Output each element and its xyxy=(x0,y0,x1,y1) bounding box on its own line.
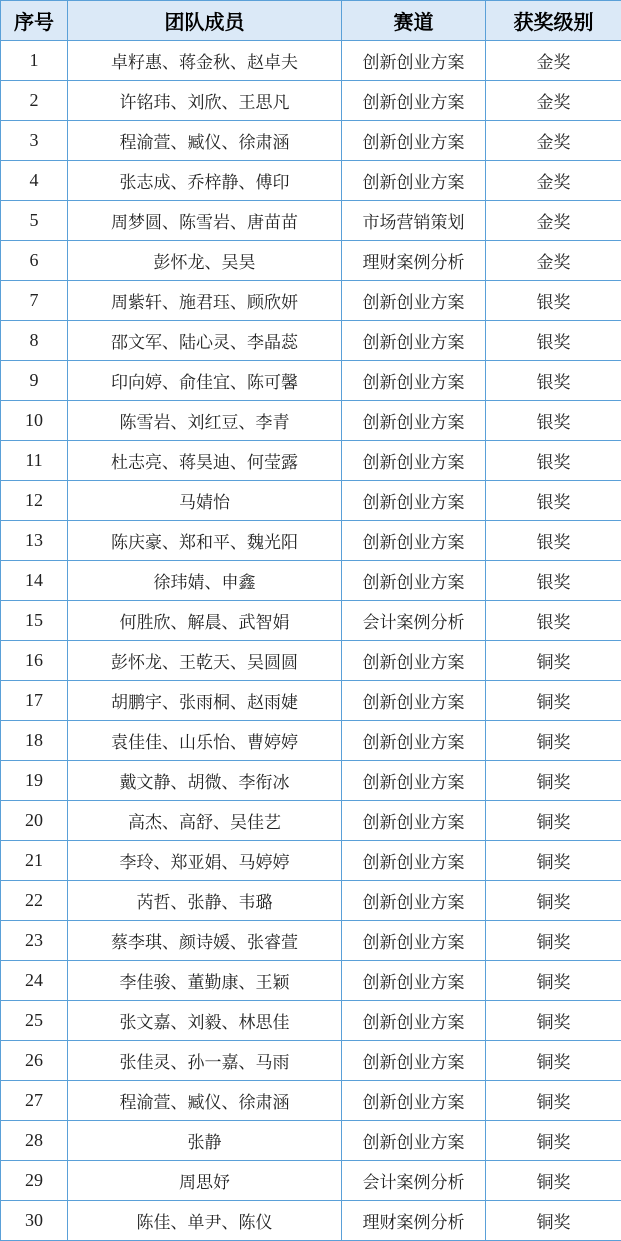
cell-team-members: 程渝萱、臧仪、徐肃涵 xyxy=(68,1081,342,1121)
cell-serial-number: 27 xyxy=(1,1081,68,1121)
table-row xyxy=(1,81,621,121)
cell-team-members: 张文嘉、刘毅、林思佳 xyxy=(68,1001,342,1041)
cell-track: 创新创业方案 xyxy=(342,961,486,1001)
cell-award-level: 金奖 xyxy=(486,41,621,81)
table-row xyxy=(1,121,621,161)
cell-serial-number: 29 xyxy=(1,1161,68,1201)
table-row xyxy=(1,361,621,401)
table-row xyxy=(1,281,621,321)
cell-award-level: 铜奖 xyxy=(486,1121,621,1161)
cell-track: 创新创业方案 xyxy=(342,321,486,361)
cell-award-level: 金奖 xyxy=(486,121,621,161)
cell-award-level: 金奖 xyxy=(486,81,621,121)
cell-track: 创新创业方案 xyxy=(342,561,486,601)
table-row xyxy=(1,321,621,361)
table-row xyxy=(1,1001,621,1041)
cell-award-level: 铜奖 xyxy=(486,921,621,961)
cell-track: 创新创业方案 xyxy=(342,521,486,561)
cell-track: 理财案例分析 xyxy=(342,241,486,281)
cell-award-level: 金奖 xyxy=(486,241,621,281)
cell-award-level: 银奖 xyxy=(486,481,621,521)
cell-track: 会计案例分析 xyxy=(342,601,486,641)
cell-serial-number: 25 xyxy=(1,1001,68,1041)
cell-team-members: 芮哲、张静、韦璐 xyxy=(68,881,342,921)
cell-serial-number: 14 xyxy=(1,561,68,601)
cell-serial-number: 13 xyxy=(1,521,68,561)
cell-team-members: 蔡李琪、颜诗媛、张睿萱 xyxy=(68,921,342,961)
cell-track: 创新创业方案 xyxy=(342,921,486,961)
cell-track: 创新创业方案 xyxy=(342,41,486,81)
cell-serial-number: 24 xyxy=(1,961,68,1001)
cell-award-level: 铜奖 xyxy=(486,841,621,881)
cell-team-members: 周紫轩、施君珏、顾欣妍 xyxy=(68,281,342,321)
table-row xyxy=(1,1041,621,1081)
table-row xyxy=(1,841,621,881)
cell-serial-number: 5 xyxy=(1,201,68,241)
cell-track: 创新创业方案 xyxy=(342,801,486,841)
cell-award-level: 银奖 xyxy=(486,441,621,481)
table-row xyxy=(1,1081,621,1121)
table-row xyxy=(1,641,621,681)
header-award-level: 获奖级别 xyxy=(486,1,621,41)
cell-team-members: 陈庆豪、郑和平、魏光阳 xyxy=(68,521,342,561)
table-row xyxy=(1,1201,621,1241)
header-row xyxy=(1,1,621,41)
cell-award-level: 铜奖 xyxy=(486,1001,621,1041)
cell-award-level: 银奖 xyxy=(486,401,621,441)
cell-team-members: 高杰、高舒、吴佳艺 xyxy=(68,801,342,841)
cell-serial-number: 2 xyxy=(1,81,68,121)
cell-track: 创新创业方案 xyxy=(342,881,486,921)
table-row xyxy=(1,761,621,801)
table-row xyxy=(1,441,621,481)
cell-serial-number: 18 xyxy=(1,721,68,761)
cell-award-level: 银奖 xyxy=(486,361,621,401)
cell-team-members: 彭怀龙、吴昊 xyxy=(68,241,342,281)
table-row xyxy=(1,201,621,241)
cell-award-level: 铜奖 xyxy=(486,1081,621,1121)
cell-team-members: 袁佳佳、山乐怡、曹婷婷 xyxy=(68,721,342,761)
cell-track: 创新创业方案 xyxy=(342,1041,486,1081)
cell-track: 市场营销策划 xyxy=(342,201,486,241)
cell-award-level: 银奖 xyxy=(486,521,621,561)
cell-award-level: 银奖 xyxy=(486,281,621,321)
cell-award-level: 铜奖 xyxy=(486,1161,621,1201)
cell-team-members: 张佳灵、孙一嘉、马雨 xyxy=(68,1041,342,1081)
table-row xyxy=(1,41,621,81)
cell-track: 创新创业方案 xyxy=(342,161,486,201)
cell-serial-number: 10 xyxy=(1,401,68,441)
cell-team-members: 周思妤 xyxy=(68,1161,342,1201)
cell-team-members: 陈佳、单尹、陈仪 xyxy=(68,1201,342,1241)
cell-track: 创新创业方案 xyxy=(342,81,486,121)
cell-serial-number: 7 xyxy=(1,281,68,321)
cell-team-members: 卓籽惠、蒋金秋、赵卓夫 xyxy=(68,41,342,81)
cell-team-members: 邵文军、陆心灵、李晶蕊 xyxy=(68,321,342,361)
cell-track: 创新创业方案 xyxy=(342,361,486,401)
cell-serial-number: 12 xyxy=(1,481,68,521)
cell-serial-number: 28 xyxy=(1,1121,68,1161)
cell-serial-number: 3 xyxy=(1,121,68,161)
cell-serial-number: 6 xyxy=(1,241,68,281)
cell-serial-number: 11 xyxy=(1,441,68,481)
cell-team-members: 李玲、郑亚娟、马婷婷 xyxy=(68,841,342,881)
table-row xyxy=(1,881,621,921)
cell-team-members: 周梦圆、陈雪岩、唐苗苗 xyxy=(68,201,342,241)
cell-track: 创新创业方案 xyxy=(342,841,486,881)
cell-team-members: 印向婷、俞佳宜、陈可馨 xyxy=(68,361,342,401)
cell-serial-number: 16 xyxy=(1,641,68,681)
cell-serial-number: 1 xyxy=(1,41,68,81)
cell-serial-number: 20 xyxy=(1,801,68,841)
cell-track: 创新创业方案 xyxy=(342,121,486,161)
cell-track: 创新创业方案 xyxy=(342,1081,486,1121)
table-row xyxy=(1,921,621,961)
cell-serial-number: 4 xyxy=(1,161,68,201)
cell-award-level: 金奖 xyxy=(486,201,621,241)
table-header xyxy=(1,1,621,41)
cell-award-level: 银奖 xyxy=(486,561,621,601)
cell-track: 创新创业方案 xyxy=(342,641,486,681)
cell-team-members: 程渝萱、臧仪、徐肃涵 xyxy=(68,121,342,161)
table-row xyxy=(1,1161,621,1201)
cell-team-members: 许铭玮、刘欣、王思凡 xyxy=(68,81,342,121)
cell-serial-number: 26 xyxy=(1,1041,68,1081)
cell-award-level: 铜奖 xyxy=(486,801,621,841)
cell-team-members: 马婧怡 xyxy=(68,481,342,521)
cell-track: 创新创业方案 xyxy=(342,281,486,321)
cell-award-level: 金奖 xyxy=(486,161,621,201)
cell-team-members: 张静 xyxy=(68,1121,342,1161)
header-track: 赛道 xyxy=(342,1,486,41)
cell-team-members: 彭怀龙、王乾天、吴圆圆 xyxy=(68,641,342,681)
cell-serial-number: 17 xyxy=(1,681,68,721)
cell-serial-number: 22 xyxy=(1,881,68,921)
table-row xyxy=(1,161,621,201)
cell-track: 创新创业方案 xyxy=(342,1001,486,1041)
cell-track: 创新创业方案 xyxy=(342,441,486,481)
header-team-members: 团队成员 xyxy=(68,1,342,41)
table-row xyxy=(1,561,621,601)
cell-track: 创新创业方案 xyxy=(342,681,486,721)
cell-award-level: 铜奖 xyxy=(486,1041,621,1081)
cell-serial-number: 30 xyxy=(1,1201,68,1241)
cell-team-members: 何胜欣、解晨、武智娟 xyxy=(68,601,342,641)
cell-serial-number: 21 xyxy=(1,841,68,881)
cell-award-level: 铜奖 xyxy=(486,681,621,721)
cell-team-members: 李佳骏、董勤康、王颖 xyxy=(68,961,342,1001)
cell-track: 创新创业方案 xyxy=(342,721,486,761)
table-body xyxy=(1,41,621,1241)
table-row xyxy=(1,961,621,1001)
cell-serial-number: 23 xyxy=(1,921,68,961)
cell-award-level: 银奖 xyxy=(486,321,621,361)
cell-award-level: 铜奖 xyxy=(486,881,621,921)
table-row xyxy=(1,721,621,761)
header-serial-number: 序号 xyxy=(1,1,68,41)
table-row xyxy=(1,241,621,281)
cell-award-level: 铜奖 xyxy=(486,641,621,681)
cell-track: 创新创业方案 xyxy=(342,401,486,441)
cell-team-members: 陈雪岩、刘红豆、李青 xyxy=(68,401,342,441)
cell-serial-number: 8 xyxy=(1,321,68,361)
cell-team-members: 杜志亮、蒋昊迪、何莹露 xyxy=(68,441,342,481)
cell-award-level: 银奖 xyxy=(486,601,621,641)
table-row xyxy=(1,601,621,641)
cell-award-level: 铜奖 xyxy=(486,961,621,1001)
cell-serial-number: 15 xyxy=(1,601,68,641)
cell-award-level: 铜奖 xyxy=(486,761,621,801)
cell-track: 创新创业方案 xyxy=(342,1121,486,1161)
cell-team-members: 徐玮婧、申鑫 xyxy=(68,561,342,601)
cell-award-level: 铜奖 xyxy=(486,1201,621,1241)
cell-team-members: 胡鹏宇、张雨桐、赵雨婕 xyxy=(68,681,342,721)
table-row xyxy=(1,521,621,561)
cell-track: 理财案例分析 xyxy=(342,1201,486,1241)
table-row xyxy=(1,801,621,841)
cell-track: 会计案例分析 xyxy=(342,1161,486,1201)
cell-team-members: 戴文静、胡微、李衔冰 xyxy=(68,761,342,801)
cell-serial-number: 19 xyxy=(1,761,68,801)
cell-team-members: 张志成、乔梓静、傅印 xyxy=(68,161,342,201)
cell-serial-number: 9 xyxy=(1,361,68,401)
cell-track: 创新创业方案 xyxy=(342,761,486,801)
table-row xyxy=(1,681,621,721)
table-row xyxy=(1,401,621,441)
table-row xyxy=(1,481,621,521)
cell-award-level: 铜奖 xyxy=(486,721,621,761)
table-row xyxy=(1,1121,621,1161)
cell-track: 创新创业方案 xyxy=(342,481,486,521)
